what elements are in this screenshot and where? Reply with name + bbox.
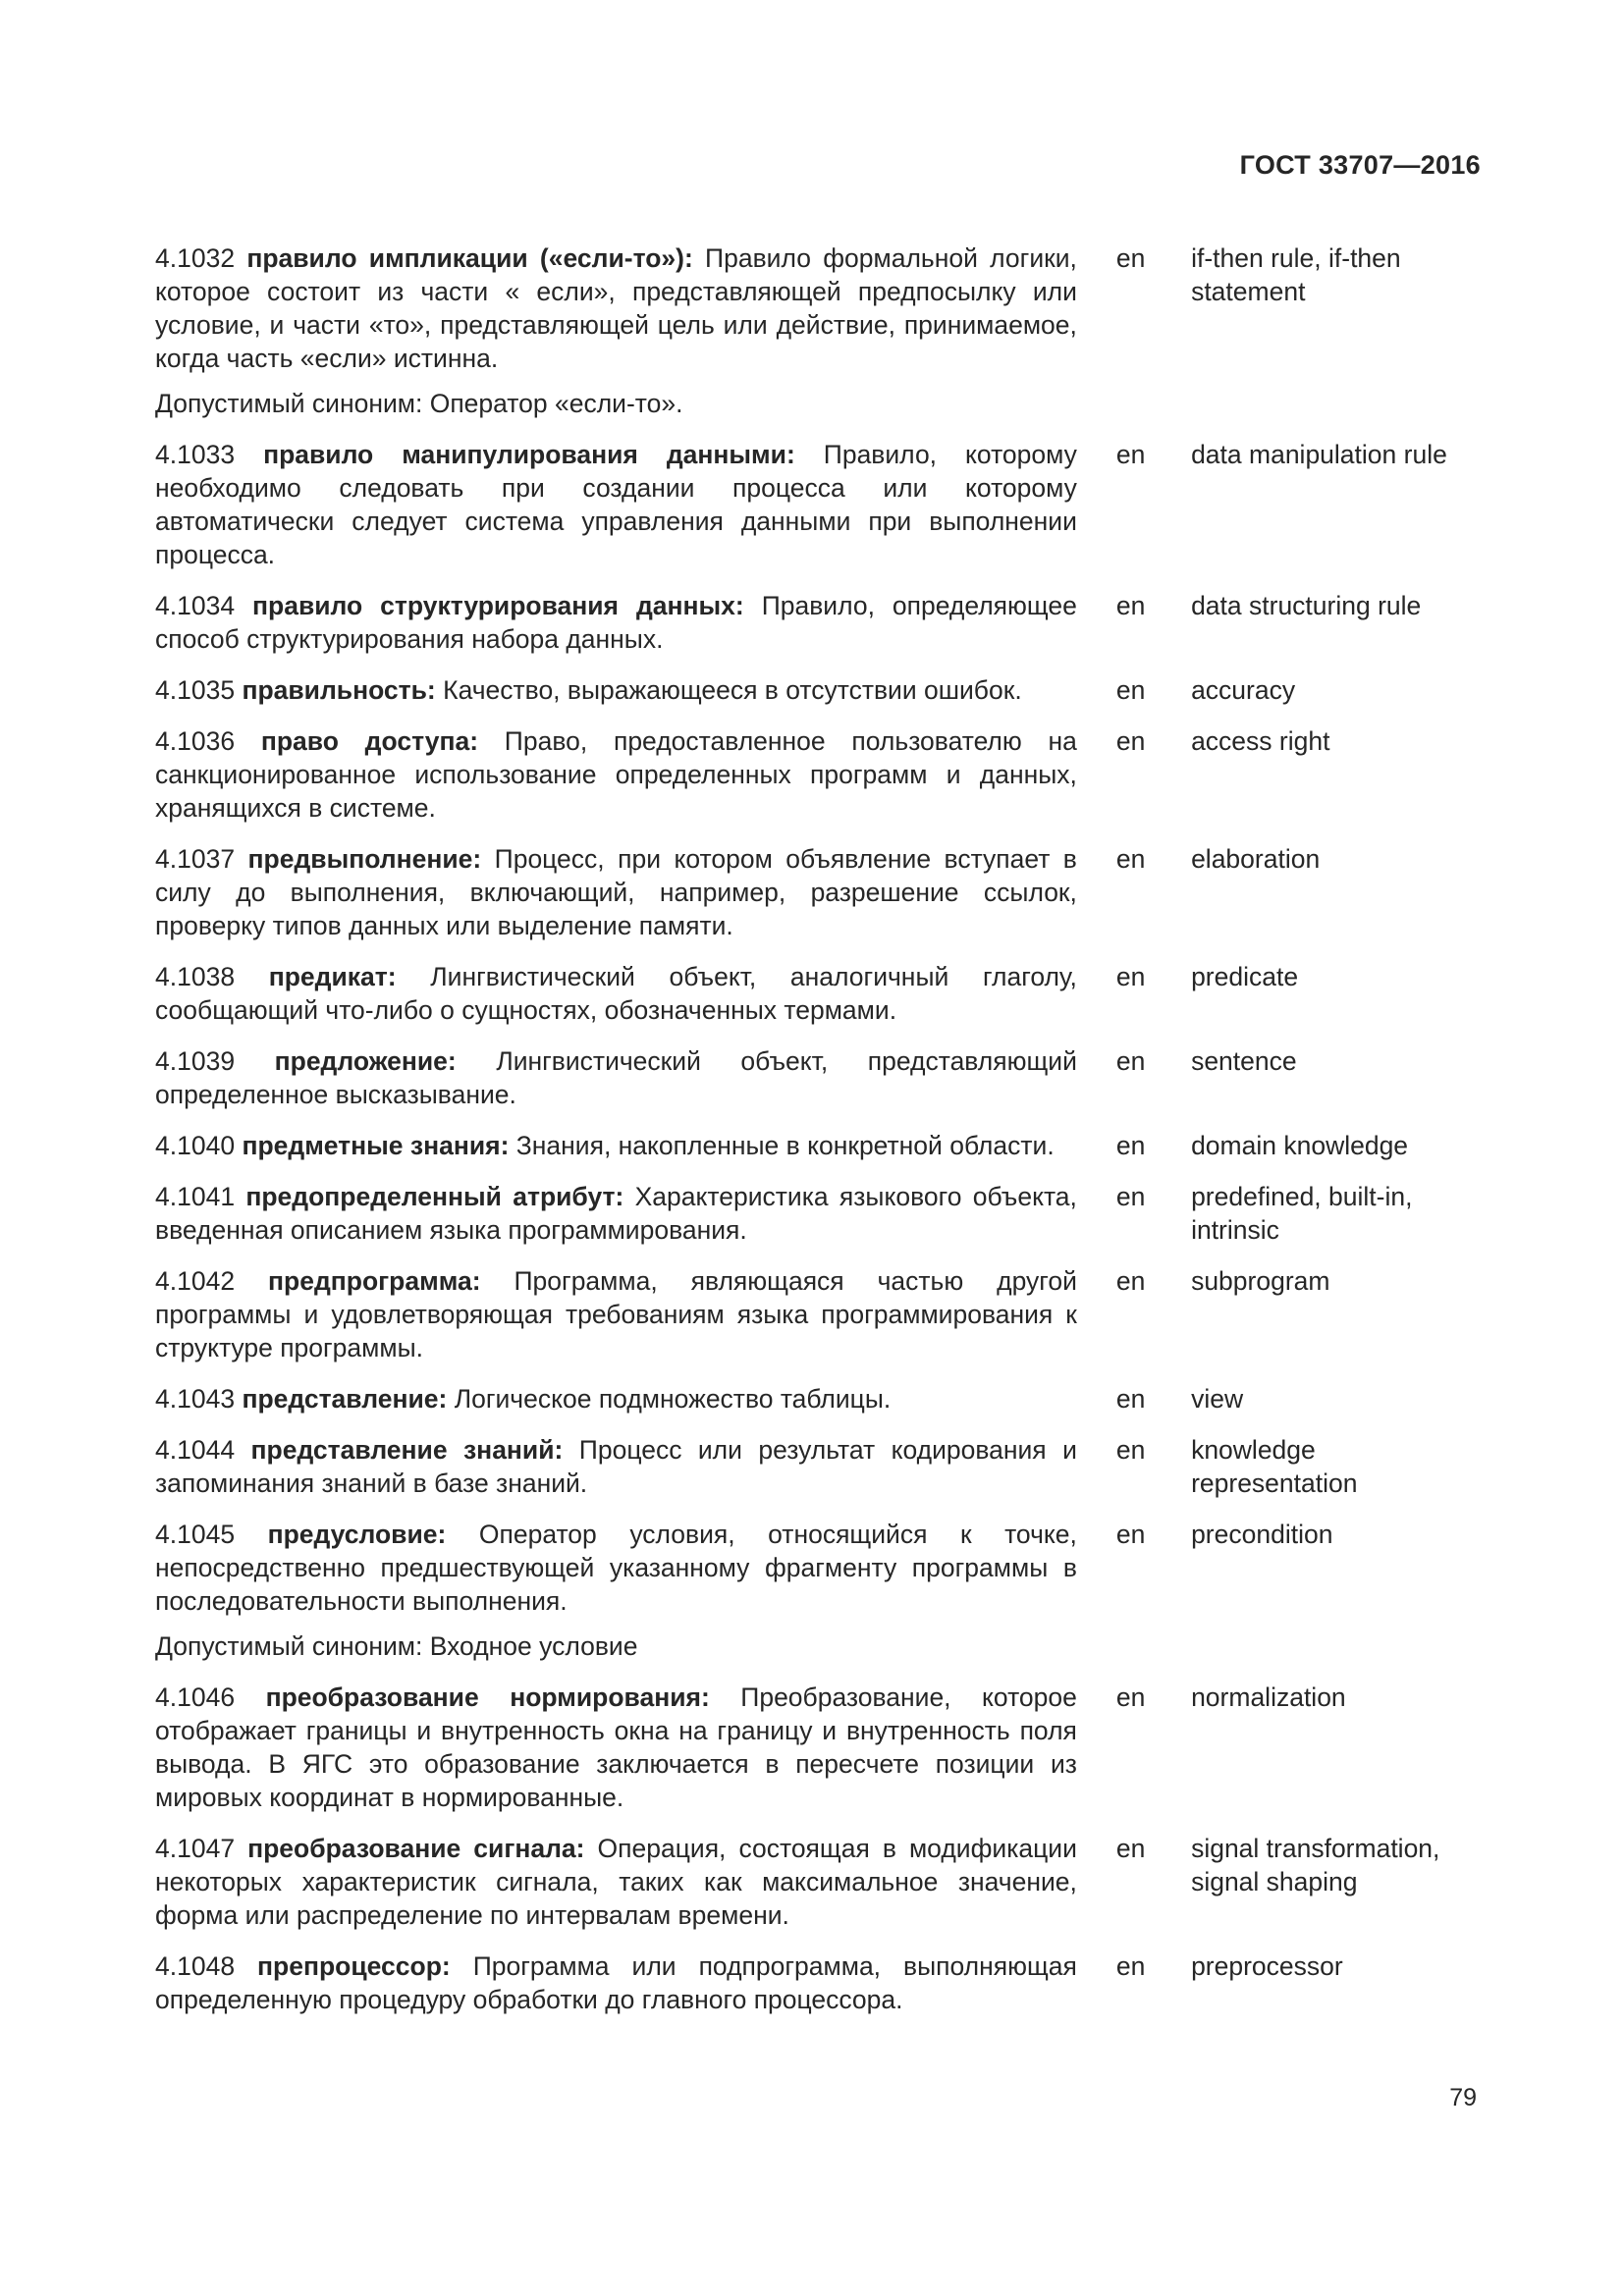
term-number: 4.1047 [155,1834,236,1863]
term-name: правило импликации («если-то»): [246,243,693,273]
term-definition: Логическое подмножество таблицы. [454,1384,892,1414]
definition-text [155,438,1077,571]
term-name: предикат: [268,962,397,991]
term-number: 4.1048 [155,1951,236,1981]
definition-cell [155,1832,1077,1932]
term-entry [155,589,1481,656]
language-code: en [1115,962,1146,991]
definition-cell [155,1949,1077,2016]
definition-cell [155,673,1077,707]
english-equivalent: data structuring rule [1191,591,1422,620]
definition-cell [155,724,1077,825]
term-definition: Процесс, при котором объявление вступает в силу до выполнения, включающий, например, разрешение ссылок, проверку типов данных или выделение памяти. [155,844,1077,940]
term-name: предвыполнение: [247,844,482,874]
term-definition: Знания, накопленные в конкретной области. [515,1131,1055,1160]
english-equivalent: sentence [1191,1046,1297,1076]
language-code: en [1115,440,1146,469]
term-name: правильность: [242,675,436,705]
definition-cell [155,1433,1077,1500]
definition-cell [155,1518,1077,1663]
definition-text [155,1681,1077,1814]
language-code: en [1115,1520,1146,1549]
definition-cell [155,1382,1077,1415]
definition-text [155,960,1077,1027]
definition-text [155,1518,1077,1618]
term-list [155,241,1481,2034]
definition-cell [155,842,1077,942]
term-name: преобразование сигнала: [247,1834,585,1863]
term-entry [155,673,1481,707]
language-code: en [1115,1951,1146,1981]
term-definition: Операция, состоящая в модификации некоторых характеристик сигнала, таких как максимальное значение, форма или распределение по интервалам времени. [155,1834,1077,1930]
term-number: 4.1038 [155,962,236,991]
english-equivalent: view [1191,1384,1244,1414]
term-entry [155,438,1481,571]
term-definition: Оператор условия, относящийся к точке, непосредственно предшествующей указанному фрагменту программы в последовательности выполнения. [155,1520,1077,1616]
definition-cell [155,1681,1077,1814]
definition-text [155,1044,1077,1111]
definition-text [155,842,1077,942]
english-equivalent: knowledge representation [1191,1435,1358,1498]
term-definition: Лингвистический объект, аналогичный глаголу, сообщающий что-либо о сущностях, обозначенных термами. [155,962,1077,1025]
term-name: правило структурирования данных: [252,591,744,620]
term-definition: Программа или подпрограмма, выполняющая определенную процедуру обработки до главного процессора. [155,1951,1077,2014]
term-definition: Характеристика языкового объекта, введенная описанием языка программирования. [155,1182,1077,1245]
term-synonym: Допустимый синоним: Входное условие [155,1631,638,1661]
definition-text [155,241,1077,375]
term-name: препроцессор: [257,1951,451,1981]
definition-text [155,589,1077,656]
term-entry [155,960,1481,1027]
english-equivalent: subprogram [1191,1266,1330,1296]
term-number: 4.1036 [155,726,236,756]
language-code: en [1115,844,1146,874]
language-code: en [1115,1834,1146,1863]
term-number: 4.1039 [155,1046,236,1076]
term-number: 4.1033 [155,440,236,469]
definition-text [155,1433,1077,1500]
language-code: en [1115,1266,1146,1296]
term-definition: Преобразование, которое отображает границы и внутренность окна на границу и внутренность поля вывода. В ЯГС это образование заключается в пересчете позиции из мировых координат в нормированные. [155,1682,1077,1812]
definition-cell [155,1264,1077,1364]
term-number: 4.1045 [155,1520,236,1549]
english-equivalent: predicate [1191,962,1299,991]
term-name: преобразование нормирования: [265,1682,710,1712]
term-name: представление: [242,1384,448,1414]
definition-text [155,1382,1077,1415]
definition-cell [155,1180,1077,1247]
term-entry [155,1518,1481,1663]
term-number: 4.1034 [155,591,236,620]
english-equivalent: signal transformation, signal shaping [1191,1834,1440,1896]
definition-cell [155,241,1077,420]
language-code: en [1115,726,1146,756]
definition-text [155,1949,1077,2016]
term-definition: Процесс или результат кодирования и запоминания знаний в базе знаний. [155,1435,1077,1498]
definition-text [155,673,1077,707]
document-header: ГОСТ 33707—2016 [1239,150,1481,180]
term-definition: Правило формальной логики, которое состоит из части « если», представляющей предпосылку или условие, и части «то», представляющей цель или действие, принимаемое, когда часть «если» истинна. [155,243,1077,373]
english-equivalent: elaboration [1191,844,1321,874]
term-entry [155,842,1481,942]
term-number: 4.1042 [155,1266,236,1296]
language-code: en [1115,243,1146,273]
term-number: 4.1041 [155,1182,236,1211]
definition-cell [155,1044,1077,1111]
term-name: предпрограмма: [268,1266,481,1296]
term-entry [155,1044,1481,1111]
definition-text [155,1180,1077,1247]
term-number: 4.1037 [155,844,236,874]
term-entry [155,1949,1481,2016]
term-entry [155,1129,1481,1162]
language-code: en [1115,1435,1146,1465]
term-number: 4.1035 [155,675,236,705]
definition-text [155,1832,1077,1932]
language-code: en [1115,1682,1146,1712]
term-name: предопределенный атрибут: [245,1182,624,1211]
language-code: en [1115,675,1146,705]
term-name: правило манипулирования данными: [263,440,795,469]
english-equivalent: accuracy [1191,675,1296,705]
term-synonym: Допустимый синоним: Оператор «если-то». [155,389,683,418]
english-equivalent: normalization [1191,1682,1346,1712]
term-definition: Лингвистический объект, представляющий определенное высказывание. [155,1046,1077,1109]
language-code: en [1115,1131,1146,1160]
english-equivalent: domain knowledge [1191,1131,1409,1160]
term-number: 4.1046 [155,1682,236,1712]
definition-text [155,1129,1077,1162]
page-number: 79 [1449,2084,1477,2111]
definition-text [155,724,1077,825]
term-name: представление знаний: [250,1435,564,1465]
term-entry [155,1832,1481,1932]
language-code: en [1115,1182,1146,1211]
term-definition: Право, предоставленное пользователю на санкционированное использование определенных программ и данных, хранящихся в системе. [155,726,1077,823]
term-entry [155,241,1481,420]
term-name: предметные знания: [242,1131,510,1160]
language-code: en [1115,591,1146,620]
english-equivalent: predefined, built-in, intrinsic [1191,1182,1413,1245]
term-entry [155,1382,1481,1415]
term-entry [155,1433,1481,1500]
term-definition: Программа, являющаяся частью другой программы и удовлетворяющая требованиям языка программирования к структуре программы. [155,1266,1077,1362]
term-entry [155,724,1481,825]
term-number: 4.1040 [155,1131,236,1160]
term-number: 4.1043 [155,1384,236,1414]
english-equivalent: access right [1191,726,1330,756]
term-number: 4.1044 [155,1435,236,1465]
english-equivalent: precondition [1191,1520,1333,1549]
term-name: предложение: [274,1046,457,1076]
term-entry [155,1180,1481,1247]
term-definition: Качество, выражающееся в отсутствии ошибок. [443,675,1022,705]
term-entry [155,1681,1481,1814]
language-code: en [1115,1046,1146,1076]
term-definition: Правило, определяющее способ структурирования набора данных. [155,591,1077,654]
definition-cell [155,960,1077,1027]
term-name: право доступа: [260,726,479,756]
definition-cell [155,1129,1077,1162]
english-equivalent: data manipulation rule [1191,440,1447,469]
term-name: предусловие: [267,1520,447,1549]
term-definition: Правило, которому необходимо следовать при создании процесса или которому автоматически следует система управления данными при выполнении процесса. [155,440,1077,569]
english-equivalent: if-then rule, if-then statement [1191,243,1401,306]
definition-cell [155,589,1077,656]
term-entry [155,1264,1481,1364]
term-number: 4.1032 [155,243,236,273]
definition-cell [155,438,1077,571]
language-code: en [1115,1384,1146,1414]
english-equivalent: preprocessor [1191,1951,1343,1981]
definition-text [155,1264,1077,1364]
